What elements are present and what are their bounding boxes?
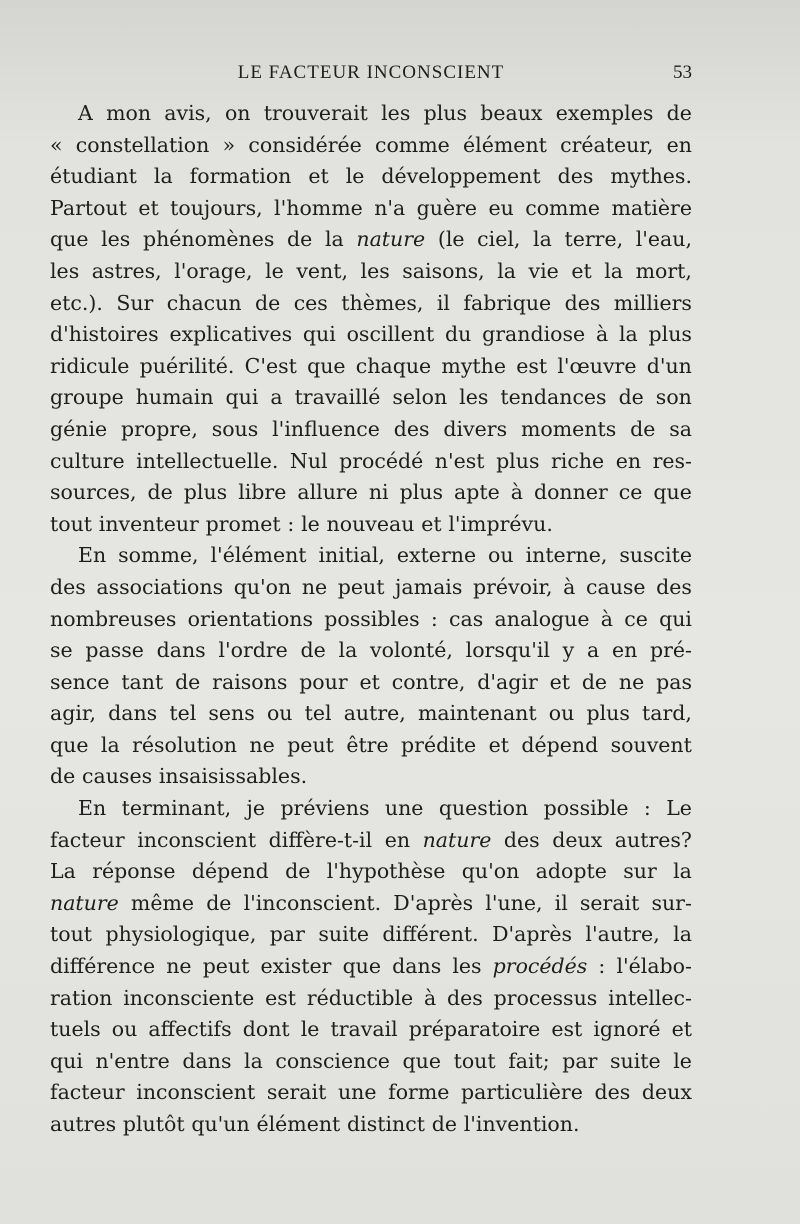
- text-line: « constellation » considérée comme élément créateur, en: [50, 132, 692, 157]
- paragraph: [50, 793, 692, 1141]
- text-line: En somme, l'élément initial, externe ou interne, suscite: [78, 543, 692, 568]
- text-line: ridicule puérilité. C'est que chaque mythe est l'œuvre d'un: [50, 353, 692, 378]
- text-line: sources, de plus libre allure ni plus apte à donner ce que: [50, 480, 692, 505]
- text-line: facteur inconscient diffère-t-il en nature des deux autres?: [50, 827, 692, 852]
- paragraph: [50, 98, 692, 540]
- text-line: La réponse dépend de l'hypothèse qu'on adopte sur la: [50, 859, 692, 884]
- text-line: etc.). Sur chacun de ces thèmes, il fabrique des milliers: [50, 290, 692, 315]
- text-line: agir, dans tel sens ou tel autre, maintenant ou plus tard,: [50, 701, 692, 726]
- text-line: nombreuses orientations possibles : cas analogue à ce qui: [50, 606, 692, 631]
- text-line: que la résolution ne peut être prédite et dépend souvent: [50, 732, 692, 757]
- text-line: étudiant la formation et le développement des mythes.: [50, 164, 692, 189]
- text-line: tout physiologique, par suite différent. D'après l'autre, la: [50, 922, 692, 947]
- text-line: génie propre, sous l'influence des divers moments de sa: [50, 416, 692, 441]
- text-line: les astres, l'orage, le vent, les saisons, la vie et la mort,: [50, 258, 692, 283]
- text-line: sence tant de raisons pour et contre, d'agir et de ne pas: [50, 669, 692, 694]
- text-line: tout inventeur promet : le nouveau et l'imprévu.: [50, 511, 553, 536]
- text-line: qui n'entre dans la conscience que tout fait; par suite le: [50, 1048, 692, 1073]
- text-line: facteur inconscient serait une forme particulière des deux: [50, 1080, 692, 1105]
- text-line: culture intellectuelle. Nul procédé n'est plus riche en res-: [50, 448, 692, 473]
- text-line: Partout et toujours, l'homme n'a guère eu comme matière: [50, 195, 692, 220]
- running-title: LE FACTEUR INCONSCIENT: [237, 62, 505, 83]
- text-line: En terminant, je préviens une question possible : Le: [78, 796, 692, 821]
- page-number: 53: [673, 62, 692, 83]
- running-head: [50, 60, 692, 88]
- text-line: différence ne peut exister que dans les procédés : l'élabo-: [50, 954, 692, 979]
- text-line: de causes insaisissables.: [50, 764, 308, 789]
- text-line: autres plutôt qu'un élément distinct de l'invention.: [50, 1112, 580, 1136]
- text-line: se passe dans l'ordre de la volonté, lorsqu'il y a en pré-: [50, 638, 692, 663]
- text-line: des associations qu'on ne peut jamais prévoir, à cause des: [50, 574, 692, 599]
- text-line: groupe humain qui a travaillé selon les tendances de son: [50, 385, 692, 410]
- text-line: que les phénomènes de la nature (le ciel, la terre, l'eau,: [50, 227, 692, 252]
- text-line: tuels ou affectifs dont le travail préparatoire est ignoré et: [50, 1017, 692, 1042]
- text-line: d'histoires explicatives qui oscillent du grandiose à la plus: [50, 322, 692, 347]
- paragraph: [50, 540, 692, 793]
- body-text: [50, 98, 692, 1141]
- text-line: ration inconsciente est réductible à des processus intellec-: [50, 985, 692, 1010]
- text-line: A mon avis, on trouverait les plus beaux exemples de: [78, 101, 692, 125]
- text-line: nature même de l'inconscient. D'après l'une, il serait sur-: [50, 890, 692, 915]
